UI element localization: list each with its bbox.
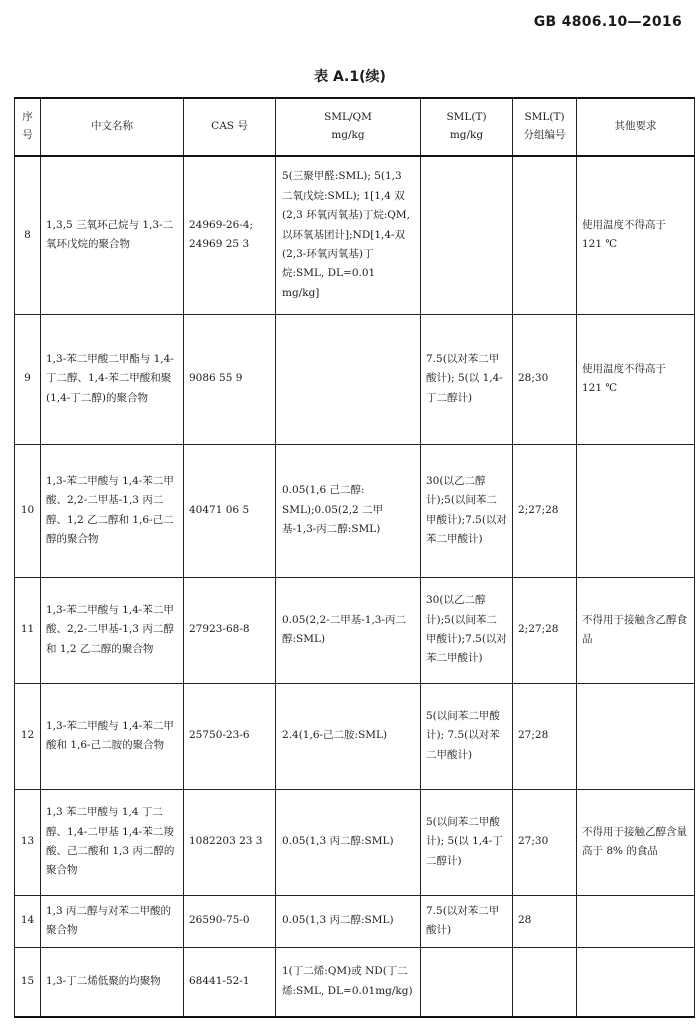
cell-no: 14 (15, 895, 41, 947)
cell-other (577, 683, 695, 789)
col-header-cas: CAS 号 (184, 98, 276, 156)
table-row (15, 444, 695, 577)
substance-table (14, 97, 695, 1018)
table-row (15, 789, 695, 895)
cell-cas: 1082203 23 3 (184, 789, 276, 895)
cell-other (577, 947, 695, 1017)
cell-group: 28;30 (513, 314, 577, 444)
col-header-group-line2: 分组编号 (523, 129, 566, 141)
cell-group: 2;27;28 (513, 577, 577, 683)
col-header-group-line1: SML(T) (524, 111, 565, 124)
cell-cas: 27923-68-8 (184, 577, 276, 683)
cell-group: 27;30 (513, 789, 577, 895)
col-header-no: 序号 (15, 98, 41, 156)
cell-sml-t (421, 156, 513, 314)
table-title: 表 A.1(续) (314, 69, 386, 85)
col-header-sml-qm (276, 98, 421, 156)
cell-sml-t: 30(以乙二醇计);5(以间苯二甲酸计);7.5(以对苯二甲酸计) (421, 577, 513, 683)
col-header-sml-qm-unit: mg/kg (331, 129, 365, 141)
cell-sml-qm: 0.05(1,6 己二醇: SML);0.05(2,2 二甲基-1,3-丙二醇:SML) (276, 444, 421, 577)
table-header-row (15, 98, 695, 156)
cell-name: 1,3,5 三氧环己烷与 1,3-二氧环戊烷的聚合物 (41, 156, 184, 314)
table-row (15, 314, 695, 444)
cell-sml-qm: 2.4(1,6-己二胺:SML) (276, 683, 421, 789)
cell-cas: 68441-52-1 (184, 947, 276, 1017)
cell-no: 9 (15, 314, 41, 444)
col-header-sml-t-line1: SML(T) (446, 111, 487, 124)
cell-group: 28 (513, 895, 577, 947)
col-header-group (513, 98, 577, 156)
cell-cas: 9086 55 9 (184, 314, 276, 444)
cell-name: 1,3-丁二烯低聚的均聚物 (41, 947, 184, 1017)
cell-group: 27;28 (513, 683, 577, 789)
cell-sml-t: 7.5(以对苯二甲酸计) (421, 895, 513, 947)
table-row (15, 895, 695, 947)
cell-no: 8 (15, 156, 41, 314)
col-header-name: 中文名称 (41, 98, 184, 156)
cell-cas: 25750-23-6 (184, 683, 276, 789)
cell-no: 11 (15, 577, 41, 683)
cell-other: 使用温度不得高于 121 ℃ (577, 156, 695, 314)
cell-cas: 26590-75-0 (184, 895, 276, 947)
cell-other: 使用温度不得高于 121 ℃ (577, 314, 695, 444)
cell-other (577, 444, 695, 577)
col-header-sml-t-unit: mg/kg (449, 129, 484, 141)
cell-sml-qm: 0.05(2,2-二甲基-1,3-丙二醇:SML) (276, 577, 421, 683)
cell-no: 15 (15, 947, 41, 1017)
col-header-other: 其他要求 (577, 98, 695, 156)
cell-sml-qm: 0.05(1,3 丙二醇:SML) (276, 789, 421, 895)
cell-sml-t: 30(以乙二醇计);5(以间苯二甲酸计);7.5(以对苯二甲酸计) (421, 444, 513, 577)
table-row (15, 156, 695, 314)
table-row (15, 683, 695, 789)
cell-other (577, 895, 695, 947)
standard-code: GB 4806.10—2016 (533, 14, 682, 30)
cell-name: 1,3-苯二甲酸与 1,4-苯二甲酸和 1,6-己二胺的聚合物 (41, 683, 184, 789)
cell-group: 2;27;28 (513, 444, 577, 577)
cell-group (513, 156, 577, 314)
cell-sml-t: 5(以间苯二甲酸计); 7.5(以对苯二甲酸计) (421, 683, 513, 789)
cell-no: 13 (15, 789, 41, 895)
table-row (15, 577, 695, 683)
cell-name: 1,3-苯二甲酸与 1,4-苯二甲酸、2,2-二甲基-1,3 丙二醇、1,2 乙二醇和 1,6-己二醇的聚合物 (41, 444, 184, 577)
cell-cas: 40471 06 5 (184, 444, 276, 577)
cell-sml-qm (276, 314, 421, 444)
cell-no: 12 (15, 683, 41, 789)
cell-sml-t: 5(以间苯二甲酸计); 5(以 1,4-丁二醇计) (421, 789, 513, 895)
cell-name: 1,3 丙二醇与对苯二甲酸的聚合物 (41, 895, 184, 947)
cell-other: 不得用于接触乙醇含量高于 8% 的食品 (577, 789, 695, 895)
cell-sml-t (421, 947, 513, 1017)
col-header-sml-qm-line1: SML/QM (324, 111, 372, 124)
cell-name: 1,3-苯二甲酸二甲酯与 1,4-丁二醇、1,4-苯二甲酸和聚(1,4-丁二醇)的聚合物 (41, 314, 184, 444)
cell-sml-qm: 1(丁二烯:QM)或 ND(丁二烯:SML, DL=0.01mg/kg) (276, 947, 421, 1017)
cell-other: 不得用于接触含乙醇食品 (577, 577, 695, 683)
cell-cas: 24969-26-4; 24969 25 3 (184, 156, 276, 314)
cell-group (513, 947, 577, 1017)
col-header-sml-t (421, 98, 513, 156)
cell-sml-qm: 5(三聚甲醛:SML); 5(1,3 二氧戊烷:SML); 1[1,4 双(2,3 环氧丙氧基)丁烷:QM,以环氧基团计];ND[1,4-双(2,3-环氧丙氧基)丁烷:SML, DL=0.01 mg/kg] (276, 156, 421, 314)
cell-sml-t: 7.5(以对苯二甲酸计); 5(以 1,4-丁二醇计) (421, 314, 513, 444)
cell-name: 1,3-苯二甲酸与 1,4-苯二甲酸、2,2-二甲基-1,3 丙二醇和 1,2 乙二醇的聚合物 (41, 577, 184, 683)
cell-no: 10 (15, 444, 41, 577)
table-row (15, 947, 695, 1017)
cell-sml-qm: 0.05(1,3 丙二醇:SML) (276, 895, 421, 947)
cell-name: 1,3 苯二甲酸与 1,4 丁二醇、1,4-二甲基 1,4-苯二羧酸、己二酸和 1,3 丙二醇的聚合物 (41, 789, 184, 895)
